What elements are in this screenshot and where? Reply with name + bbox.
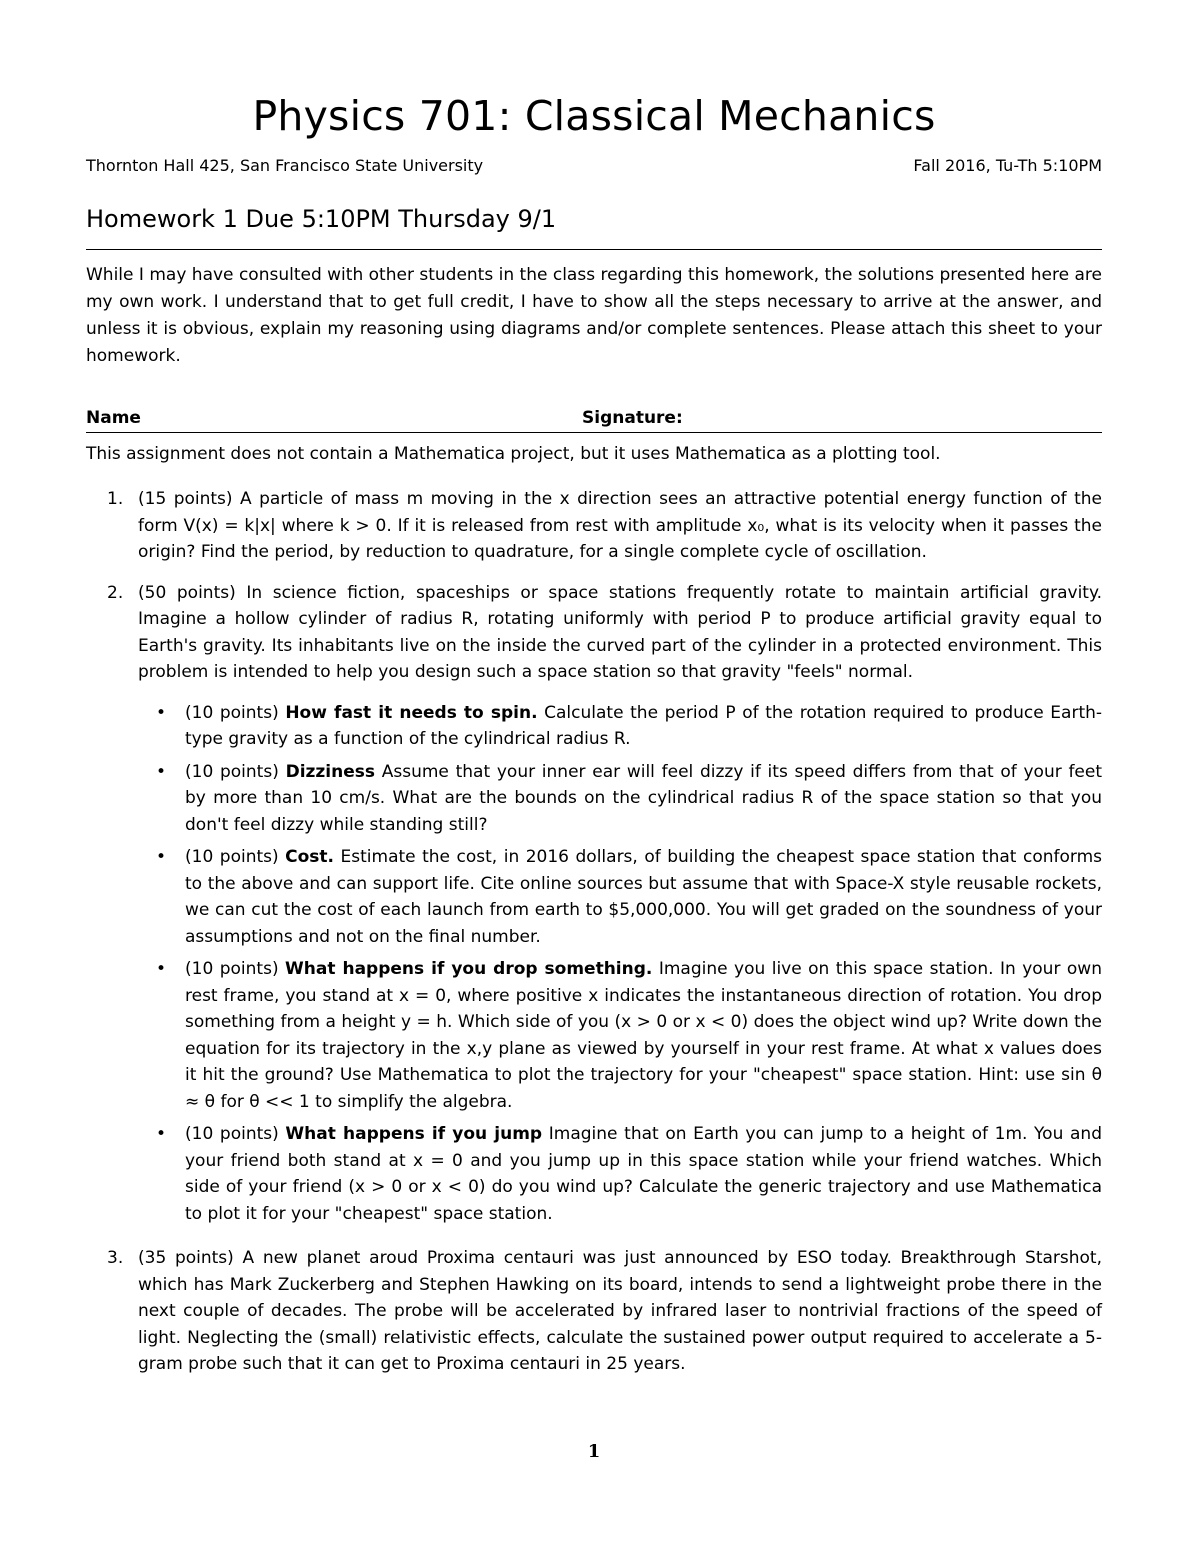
problem-2 [86,580,1102,1228]
part-text: Imagine that on Earth you can jump to a height of 1m. You and your friend both stand at x = 0 and you jump up in this space station while your friend watches. Which side of your friend (x > 0 or x < 0) do you wind up? Calculate the generic trajectory and use Mathematica to plot it for your "cheapest" space station. [185,1124,1102,1224]
bullet-icon: • [156,761,167,782]
part-heading: How fast it needs to spin. [285,702,538,723]
part-text: Estimate the cost, in 2016 dollars, of building the cheapest space station that conforms to the above and can support life. Cite online sources but assume that with Space-X style reusable rockets, we can cut the cost of each launch from earth to $5,000,000. You will get graded on the soundness of your assumptions and not on the final number. [185,847,1102,947]
part-spin [138,700,1102,753]
problem-3 [86,1245,1102,1378]
part-points: (10 points) [185,1124,279,1144]
problem-text: (35 points) A new planet aroud Proxima centauri was just announced by ESO today. Breakthrough Starshot, which has Mark Zuckerberg and Stephen Hawking on its board, intends to send a lightweight probe there in the next couple of decades. The probe will be accelerated by infrared laser to nontrivial fractions of the speed of light. Neglecting the (small) relativistic effects, calculate the sustained power output required to accelerate a 5-gram probe such that it can get to Proxima centauri in 25 years. [138,1248,1102,1374]
bullet-icon: • [156,847,167,867]
part-text: Assume that your inner ear will feel dizzy if its speed differs from that of your feet by more than 10 cm/s. What are the bounds on the cylindrical radius R of the space station so that you don't feel dizzy while standing still? [185,761,1103,835]
part-heading: What happens if you drop something. [285,959,653,979]
bullet-icon: • [156,959,167,979]
page-number: 1 [587,1441,601,1462]
name-label: Name [86,408,141,428]
problem-number: 1. [107,489,124,509]
part-points: (10 points) [185,847,279,867]
homework-title: Homework 1 Due 5:10PM Thursday 9/1 [86,205,557,233]
problem-1 [86,486,1102,566]
part-jump [138,1121,1102,1227]
part-drop [138,956,1102,1115]
part-dizziness [138,759,1102,839]
page-title: Physics 701: Classical Mechanics [252,92,936,140]
course-term: Fall 2016, Tu-Th 5:10PM [913,156,1102,175]
honor-statement: While I may have consulted with other students in the class regarding this homework, the solutions presented here are my own work. I understand that to get full credit, I have to show all the steps necessary to arrive at the answer, and unless it is obvious, explain my reasoning using diagrams and/or complete sentences. Please attach this sheet to your homework. [86,265,1102,366]
part-text: Calculate the period P of the rotation required to produce Earth-type gravity as a function of the cylindrical radius R. [185,702,1103,749]
title-divider [86,249,1102,250]
course-location: Thornton Hall 425, San Francisco State University [86,156,484,175]
part-text: Imagine you live on this space station. In your own rest frame, you stand at x = 0, where positive x indicates the instantaneous direction of rotation. You drop something from a height y = h. Which side of you (x > 0 or x < 0) does the object wind up? Write down the equation for its trajectory in the x,y plane as viewed by yourself in your rest frame. At what x values does it hit the ground? Use Mathematica to plot the trajectory for your "cheapest" space station. Hint: use sin θ ≈ θ for θ << 1 to simplify the algebra. [185,959,1102,1112]
bullet-icon: • [156,1124,167,1144]
problem-text: (15 points) A particle of mass m moving in the x direction sees an attractive potential energy function of the form V(x) = k|x| where k > 0. If it is released from rest with amplitude x₀, what is its velocity when it passes the origin? Find the period, by reduction to quadrature, for a single complete cycle of oscillation. [138,489,1102,562]
problem-2-parts [138,700,1102,1228]
document-page [86,0,1102,1553]
part-points: (10 points) [185,702,279,723]
part-heading: What happens if you jump [285,1124,543,1144]
problem-text: (50 points) In science fiction, spaceships or space stations frequently rotate to maintain artificial gravity. Imagine a hollow cylinder of radius R, rotating uniformly with period P to produce artificial gravity equal to Earth's gravity. Its inhabitants live on the inside the curved part of the cylinder in a protected environment. This problem is intended to help you design such a space station so that gravity "feels" normal. [138,582,1102,682]
problem-number: 3. [107,1248,124,1268]
part-points: (10 points) [185,761,279,782]
course-info [86,156,1102,175]
problem-list [86,486,1102,1392]
signature-label: Signature: [582,408,683,428]
assignment-note: This assignment does not contain a Mathematica project, but it uses Mathematica as a plotting tool. [86,444,941,464]
part-heading: Dizziness [285,761,376,782]
part-points: (10 points) [185,959,279,979]
part-heading: Cost. [285,847,334,867]
problem-number: 2. [107,582,124,603]
part-cost [138,844,1102,950]
bullet-icon: • [156,702,167,723]
signature-row [86,408,1102,433]
